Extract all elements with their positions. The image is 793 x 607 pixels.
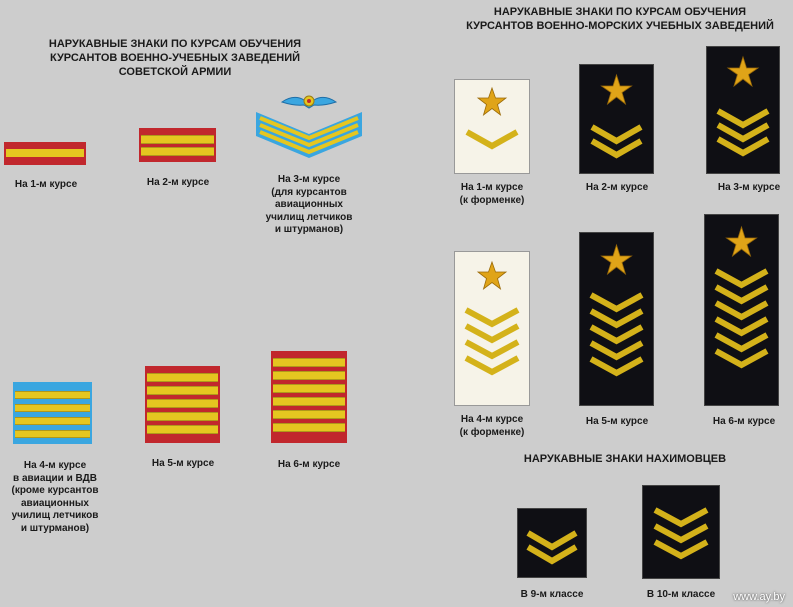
- army-course-4-caption: На 4-м курсе в авиации и ВДВ (кроме курсантов авиационных училищ летчиков и штурманов): [11, 460, 99, 534]
- navy-course-5-caption: На 5-м курсе: [585, 416, 649, 427]
- star-chevron-6: [705, 215, 778, 405]
- army-course-1-badge: [4, 142, 86, 165]
- navy-course-3-caption: На 3-м курсе: [717, 182, 781, 193]
- army-course-4-aviation-badge: [13, 382, 92, 444]
- nakhimov-class-10-badge: [643, 486, 719, 578]
- navy-course-2-caption: На 2-м курсе: [585, 182, 649, 193]
- army-course-3-aviation-badge: [254, 90, 364, 158]
- navy-course-6-badge: [705, 215, 778, 405]
- army-course-1-caption: На 1-м курсе: [14, 179, 78, 190]
- army-section-title: НАРУКАВНЫЕ ЗНАКИ ПО КУРСАМ ОБУЧЕНИЯ КУРСАНТОВ ВОЕННО-УЧЕБНЫХ ЗАВЕДЕНИЙ СОВЕТСКОЙ АРМИИ: [48, 38, 302, 78]
- aviation-chevron-badge: [254, 90, 364, 158]
- navy-course-1-caption: На 1-м курсе (к форменке): [459, 182, 525, 206]
- star-chevron-4: [455, 252, 529, 405]
- navy-course-4-badge: [455, 252, 529, 405]
- navy-course-2-badge: [580, 65, 653, 173]
- star-chevron-5: [580, 233, 653, 405]
- star-chevron-1: [455, 80, 529, 173]
- navy-course-5-badge: [580, 233, 653, 405]
- nakhimov-section-title: НАРУКАВНЫЕ ЗНАКИ НАХИМОВЦЕВ: [523, 453, 727, 465]
- army-course-6-badge: [271, 351, 347, 443]
- navy-course-3-badge: [707, 47, 779, 173]
- nakhimov-class-9-caption: В 9-м классе: [520, 589, 584, 600]
- army-course-2-caption: На 2-м курсе: [146, 177, 210, 188]
- chevron-3-gold: [643, 486, 719, 578]
- nakhimov-class-9-badge: [518, 509, 586, 577]
- star-chevron-3: [707, 47, 779, 173]
- navy-course-1-badge: [455, 80, 529, 173]
- army-course-5-badge: [145, 366, 220, 443]
- navy-section-title: НАРУКАВНЫЕ ЗНАКИ ПО КУРСАМ ОБУЧЕНИЯ КУРСАНТОВ ВОЕННО-МОРСКИХ УЧЕБНЫХ ЗАВЕДЕНИЙ: [466, 6, 774, 32]
- nakhimov-class-10-caption: В 10-м классе: [646, 589, 716, 600]
- army-course-5-caption: На 5-м курсе: [151, 458, 215, 469]
- star-chevron-2: [580, 65, 653, 173]
- army-course-2-badge: [139, 128, 216, 162]
- army-course-3-caption: На 3-м курсе (для курсантов авиационных училищ летчиков и штурманов): [265, 174, 353, 235]
- navy-course-6-caption: На 6-м курсе: [712, 416, 776, 427]
- watermark: www.ay.by: [733, 591, 785, 603]
- chevron-2-gold: [518, 509, 586, 577]
- army-course-6-caption: На 6-м курсе: [277, 459, 341, 470]
- navy-course-4-caption: На 4-м курсе (к форменке): [459, 414, 525, 438]
